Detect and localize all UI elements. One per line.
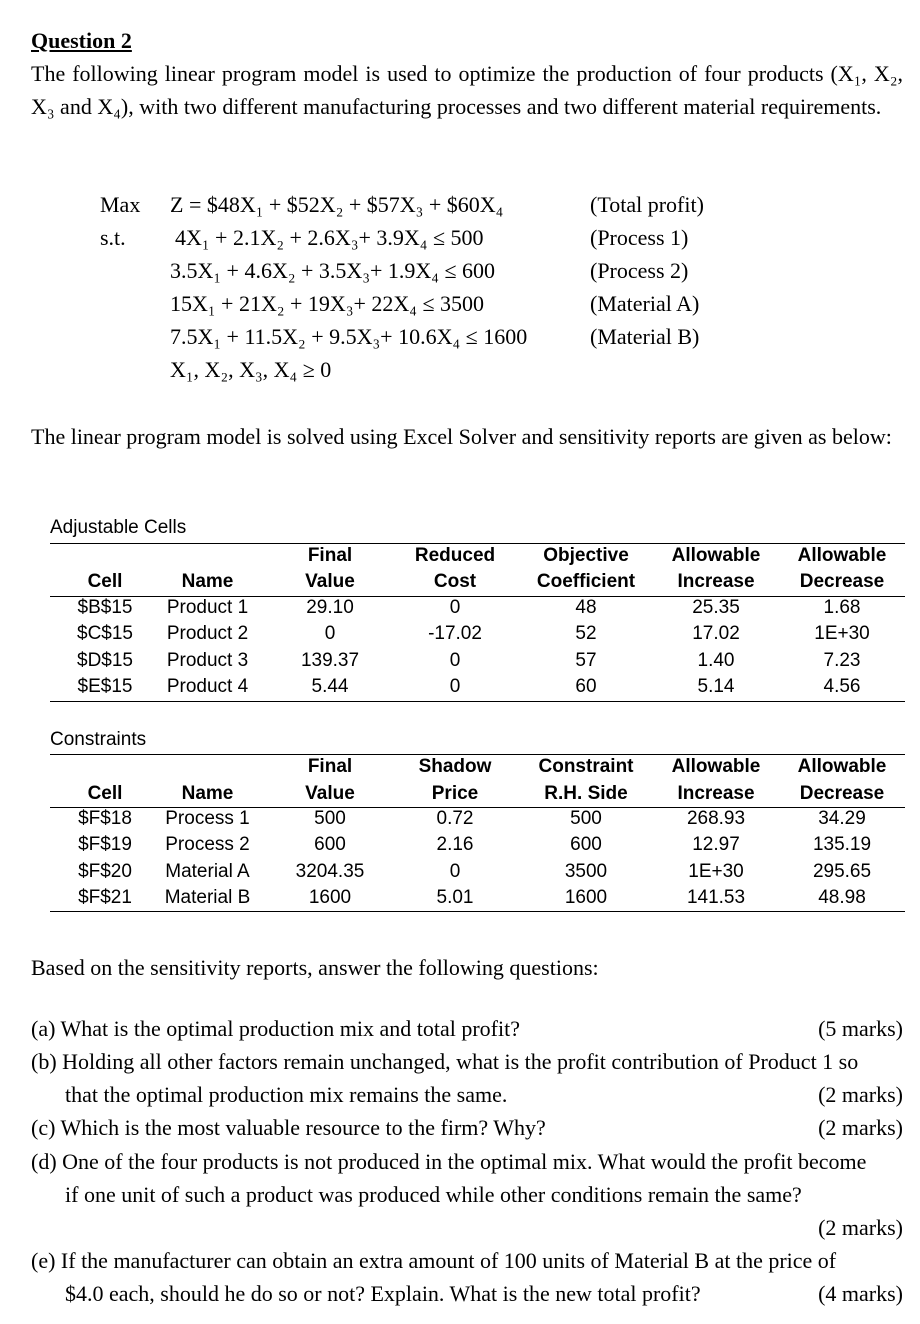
constraints-cell-cell: $F$18 [78,808,132,829]
constraints-col4-cell: 2.16 [436,834,474,856]
constraints-name-cell: Material B [164,886,251,908]
constraints-final-value-cell: 1600 [308,886,352,908]
constraint-process-2: 3.5X₁ + 4.6X₂ + 3.5X₃+ 1.9X₄ ≤ 600 [170,258,496,283]
header-increase: Increase [677,571,755,592]
constraints-allowable-decrease-cell: 48.98 [818,886,866,908]
question-title: Question 2 [31,28,132,53]
constraints-title: Constraints [50,729,147,750]
marks-e: (4 marks) [818,1281,903,1306]
constraints-col5-cell: 500 [570,808,602,829]
c-header-decrease: Decrease [799,783,885,804]
question-b-line1: (b) Holding all other factors remain unchanged, what is the profit contribution of Product 1 so [31,1049,859,1074]
constraints-allowable-increase-cell: 12.97 [692,834,740,856]
adjustable-cell-cell: $D$15 [77,649,133,671]
adjustable-allowable-increase-cell: 17.02 [692,623,740,645]
constraints-name-cell: Process 2 [165,834,250,856]
adjustable-final-value-cell: 139.37 [300,649,360,671]
st-label: s.t. [100,225,126,250]
constraints-allowable-increase-cell: 141.53 [686,886,746,908]
header-decrease: Decrease [799,571,885,592]
constraint-material-b: 7.5X₁ + 11.5X₂ + 9.5X₃+ 10.6X₄ ≤ 1600 [170,324,528,349]
objective-function: Z = $48X₁ + $52X₂ + $57X₃ + $60X₄ [170,192,504,217]
adjustable-col4-cell: 0 [449,649,461,671]
adjustable-col4-cell: -17.02 [428,623,482,645]
header-value: Value [305,571,355,592]
adjustable-allowable-decrease-cell: 7.23 [823,649,861,671]
constraints-allowable-decrease-cell: 135.19 [812,834,872,856]
adjustable-name-cell: Product 2 [166,623,249,645]
question-b-line2: that the optimal production mix remains the same. [65,1082,508,1107]
adjustable-final-value-cell: 29.10 [306,597,354,618]
constraints-col4-cell: 5.01 [436,886,474,908]
adjustable-allowable-increase-cell: 25.35 [692,597,740,618]
adjustable-col5-cell: 57 [575,649,597,671]
constraint-material-a: 15X₁ + 21X₂ + 19X₃+ 22X₄ ≤ 3500 [170,291,485,316]
constraints-name-cell: Process 1 [165,808,250,829]
c-header-increase: Increase [677,783,755,804]
c-header-name: Name [181,783,234,804]
header-reduced: Reduced [414,545,496,566]
constraints-allowable-decrease-cell: 295.65 [812,860,872,882]
constraints-name-cell: Material A [165,860,250,882]
constraints-cell-cell: $F$20 [78,860,132,882]
adjustable-allowable-increase-cell: 1.40 [697,649,735,671]
instructions-text: Based on the sensitivity reports, answer the following questions: [31,955,599,980]
adjustable-cell-cell: $E$15 [77,675,133,697]
question-e-line2: $4.0 each, should he do so or not? Explain. What is the new total profit? [65,1281,701,1306]
intro-paragraph: The following linear program model is used to optimize the production of four products (X₁, X₂, X₃ and X₄), with two different manufacturing processes and two different material requirements. [31,61,903,119]
header-cost: Cost [433,571,477,592]
adjustable-name-cell: Product 4 [166,675,249,697]
question-e-line1: (e) If the manufacturer can obtain an extra amount of 100 units of Material B at the price of [31,1248,837,1273]
constraints-allowable-decrease-cell: 34.29 [818,808,866,829]
c-header-constraint: Constraint [538,756,634,777]
adjustable-allowable-decrease-cell: 1E+30 [814,623,870,645]
c-header-cell: Cell [87,783,123,804]
header-final: Final [307,545,353,566]
constraints-col5-cell: 1600 [564,886,608,908]
constraints-allowable-increase-cell: 268.93 [686,808,746,829]
header-allowable-inc: Allowable [671,545,761,566]
adjustable-allowable-decrease-cell: 4.56 [823,675,861,697]
c-header-allowable-inc: Allowable [671,756,761,777]
question-a: (a) What is the optimal production mix and total profit? [31,1016,520,1041]
marks-d: (2 marks) [818,1215,903,1240]
constraints-bottom-rule [50,911,905,912]
c-header-final: Final [307,756,353,777]
adjustable-col5-cell: 52 [575,623,597,645]
header-objective: Objective [543,545,629,566]
adjustable-cell-cell: $B$15 [77,597,133,618]
note-material-a: (Material A) [590,291,700,316]
constraints-col4-cell: 0 [449,860,461,882]
adjustable-allowable-increase-cell: 5.14 [697,675,735,697]
constraints-allowable-increase-cell: 1E+30 [688,860,744,882]
constraints-col4-cell: 0.72 [436,808,474,829]
c-header-value: Value [305,783,355,804]
solver-paragraph: The linear program model is solved using Excel Solver and sensitivity reports are given as below: [31,424,892,449]
adjustable-name-cell: Product 1 [166,597,249,618]
header-cell: Cell [87,571,123,592]
c-header-rhs: R.H. Side [544,783,628,804]
adjustable-allowable-decrease-cell: 1.68 [823,597,861,618]
constraints-cell-cell: $F$19 [78,834,132,856]
marks-c: (2 marks) [818,1115,903,1140]
constraints-final-value-cell: 600 [314,834,346,856]
adjustable-col5-cell: 48 [575,597,597,618]
adjustable-bottom-rule [50,701,905,702]
adjustable-final-value-cell: 5.44 [311,675,349,697]
max-label: Max [100,192,141,217]
note-material-b: (Material B) [590,324,700,349]
adjustable-name-cell: Product 3 [166,649,249,671]
constraint-process-1: 4X₁ + 2.1X₂ + 2.6X₃+ 3.9X₄ ≤ 500 [175,225,484,250]
adjustable-col4-cell: 0 [449,597,461,618]
adjustable-col4-cell: 0 [449,675,461,697]
header-coefficient: Coefficient [536,571,636,592]
adjustable-col5-cell: 60 [575,675,597,697]
c-header-allowable-dec: Allowable [797,756,887,777]
adjustable-final-value-cell: 0 [324,623,336,645]
adjustable-cells-title: Adjustable Cells [50,517,187,538]
question-c: (c) Which is the most valuable resource to the firm? Why? [31,1115,546,1140]
objective-note: (Total profit) [590,192,704,217]
constraints-final-value-cell: 500 [314,808,346,829]
question-d-line1: (d) One of the four products is not produced in the optimal mix. What would the profit become [31,1149,867,1174]
constraints-final-value-cell: 3204.35 [295,860,365,882]
note-process-1: (Process 1) [590,225,689,250]
c-header-price: Price [431,783,479,804]
note-process-2: (Process 2) [590,258,689,283]
non-negativity: X₁, X₂, X₃, X₄ ≥ 0 [170,357,332,382]
marks-b: (2 marks) [818,1082,903,1107]
adjustable-cell-cell: $C$15 [77,623,133,645]
header-allowable-dec: Allowable [797,545,887,566]
header-name: Name [181,571,234,592]
constraints-cell-cell: $F$21 [78,886,132,908]
constraints-col5-cell: 600 [570,834,602,856]
question-d-line2: if one unit of such a product was produced while other conditions remain the same? [65,1182,802,1207]
c-header-shadow: Shadow [418,756,492,777]
marks-a: (5 marks) [818,1016,903,1041]
constraints-col5-cell: 3500 [564,860,608,882]
